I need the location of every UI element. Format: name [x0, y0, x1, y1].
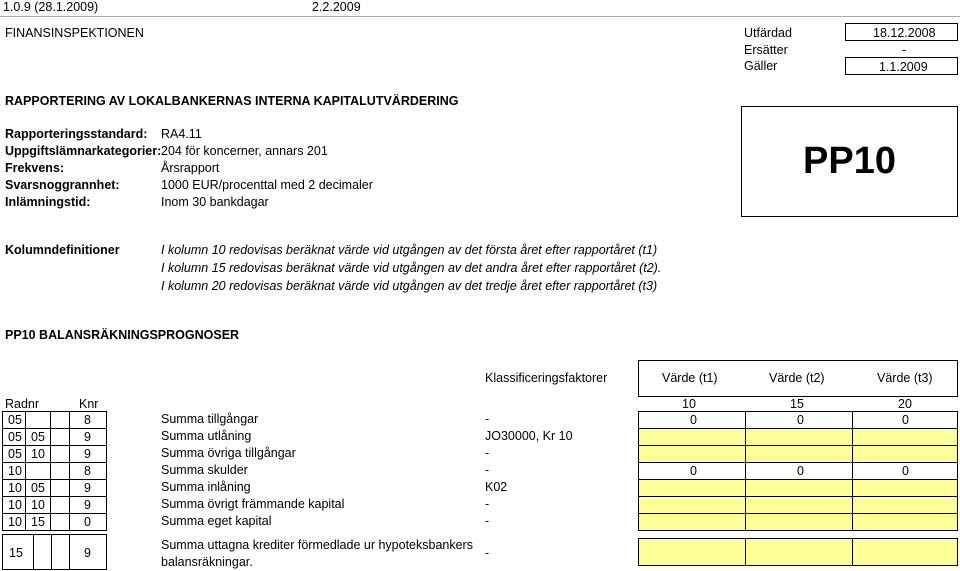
- row-radnr-1: [2, 445, 26, 463]
- row-radnr-2: [25, 513, 51, 531]
- row-label: Summa tillgångar: [161, 412, 259, 426]
- info-value-category: 204 för koncerner, annars 201: [161, 144, 328, 158]
- row-knr: [69, 411, 107, 429]
- valid-box: [845, 57, 958, 75]
- row-label: Summa utlåning: [161, 429, 252, 443]
- row-radnr-3: [50, 462, 70, 480]
- row-knr: [69, 462, 107, 480]
- row-value-t2[interactable]: [745, 445, 853, 463]
- row-value-t3[interactable]: [852, 479, 958, 497]
- row-value-t2: [745, 462, 853, 480]
- row-radnr-3: [50, 411, 70, 429]
- last-row-value-t2[interactable]: [745, 538, 853, 566]
- row-knr: [69, 496, 107, 514]
- row-value-t1[interactable]: [638, 496, 746, 514]
- row-value-text: 0: [797, 464, 804, 478]
- form-code-box: [741, 106, 958, 217]
- row-value-t3[interactable]: [852, 513, 958, 531]
- row-value-t1[interactable]: [638, 428, 746, 446]
- row-radnr-3: [50, 445, 70, 463]
- last-row-label-1: Summa uttagna krediter förmedlade ur hypoteksbankers: [161, 538, 473, 552]
- last-row-knr-box: [69, 534, 107, 570]
- last-row-label-2: balansräkningar.: [161, 555, 253, 569]
- col-header-v3: Värde (t3): [877, 371, 933, 385]
- row-radnr-1: [2, 479, 26, 497]
- column-defs-label: Kolumndefinitioner: [5, 243, 120, 257]
- version-label: 1.0.9 (28.1.2009): [3, 0, 99, 14]
- row-knr: [69, 479, 107, 497]
- row-value-t2[interactable]: [745, 513, 853, 531]
- info-value-deadline: Inom 30 bankdagar: [161, 195, 269, 209]
- row-radnr-3: [50, 513, 70, 531]
- row-knr-text: 8: [84, 413, 91, 427]
- info-value-standard: RA4.11: [161, 127, 202, 141]
- print-date: 2.2.2009: [312, 0, 361, 14]
- valid-value: 1.1.2009: [879, 60, 928, 74]
- row-value-text: 0: [690, 464, 697, 478]
- valid-label: Gäller: [744, 59, 778, 73]
- info-label-standard: Rapporteringsstandard:: [5, 127, 148, 141]
- row-value-t3: [852, 462, 958, 480]
- row-value-t3[interactable]: [852, 445, 958, 463]
- row-knr: [69, 513, 107, 531]
- row-value-t1[interactable]: [638, 445, 746, 463]
- issued-box: [845, 23, 958, 41]
- row-klass: JO30000, Kr 10: [485, 429, 573, 443]
- row-radnr-3: [50, 496, 70, 514]
- row-value-t2[interactable]: [745, 479, 853, 497]
- row-radnr-2: [25, 445, 51, 463]
- last-row-radnr: 15: [9, 546, 23, 560]
- org-name: FINANSINSPEKTIONEN: [5, 26, 144, 40]
- last-row-radnr2-box: [33, 534, 52, 570]
- row-value-t3: [852, 411, 958, 429]
- info-value-frequency: Årsrapport: [161, 161, 220, 175]
- row-radnr-1-text: 10: [8, 515, 22, 529]
- row-label: Summa övriga tillgångar: [161, 446, 296, 460]
- row-radnr-2-text: 15: [31, 515, 45, 529]
- row-value-text: 0: [797, 413, 804, 427]
- last-row-klass: -: [485, 546, 490, 560]
- row-radnr-2-text: 10: [31, 498, 45, 512]
- issued-label: Utfärdad: [744, 26, 792, 40]
- row-value-t2: [745, 411, 853, 429]
- row-knr: [69, 445, 107, 463]
- section-title: PP10 BALANSRÄKNINGSPROGNOSER: [5, 328, 240, 342]
- row-knr: [69, 428, 107, 446]
- row-radnr-3: [50, 479, 70, 497]
- row-label: Summa övrigt främmande kapital: [161, 497, 345, 511]
- last-row-radnr3-box: [51, 534, 70, 570]
- col-header-klass: Klassificeringsfaktorer: [485, 371, 608, 385]
- form-code: PP10: [803, 140, 896, 182]
- row-klass: K02: [485, 480, 508, 494]
- row-label: Summa skulder: [161, 463, 248, 477]
- col-header-radnr: Radnr: [5, 397, 40, 411]
- row-label: Summa inlåning: [161, 480, 251, 494]
- row-knr-text: 0: [84, 515, 91, 529]
- row-value-t1: [638, 411, 746, 429]
- row-value-t3[interactable]: [852, 496, 958, 514]
- row-value-t1: [638, 462, 746, 480]
- replaces-label: Ersätter: [744, 43, 788, 57]
- row-radnr-1-text: 05: [8, 447, 22, 461]
- row-radnr-2-text: 05: [31, 481, 45, 495]
- row-klass: -: [485, 412, 490, 426]
- row-radnr-1: [2, 428, 26, 446]
- row-klass: -: [485, 497, 490, 511]
- row-radnr-1-text: 10: [8, 481, 22, 495]
- row-klass: -: [485, 463, 490, 477]
- col-header-v1: Värde (t1): [662, 371, 718, 385]
- replaces-value: -: [902, 43, 907, 57]
- row-label: Summa eget kapital: [161, 514, 272, 528]
- row-value-t1[interactable]: [638, 479, 746, 497]
- last-row-value-t3[interactable]: [852, 538, 958, 566]
- row-klass: -: [485, 514, 490, 528]
- last-row-value-t1[interactable]: [638, 538, 746, 566]
- row-radnr-2: [25, 479, 51, 497]
- row-radnr-1-text: 05: [8, 413, 22, 427]
- row-value-t3[interactable]: [852, 428, 958, 446]
- row-value-text: 0: [690, 413, 697, 427]
- row-value-text: 0: [902, 464, 909, 478]
- row-radnr-3: [50, 428, 70, 446]
- row-radnr-1: [2, 513, 26, 531]
- row-radnr-1: [2, 462, 26, 480]
- row-value-t2[interactable]: [745, 496, 853, 514]
- info-value-precision: 1000 EUR/procenttal med 2 decimaler: [161, 178, 373, 192]
- row-radnr-2: [25, 462, 51, 480]
- row-value-t1[interactable]: [638, 513, 746, 531]
- row-radnr-2: [25, 411, 51, 429]
- report-title: RAPPORTERING AV LOKALBANKERNAS INTERNA KAPITALUTVÄRDERING: [5, 94, 459, 108]
- row-klass: -: [485, 446, 490, 460]
- row-radnr-2-text: 05: [31, 430, 45, 444]
- row-radnr-1-text: 05: [8, 430, 22, 444]
- row-value-t2[interactable]: [745, 428, 853, 446]
- row-radnr-2-text: 10: [31, 447, 45, 461]
- info-label-deadline: Inlämningstid:: [5, 195, 91, 209]
- header-divider: [0, 16, 960, 17]
- last-row-knr: 9: [84, 546, 91, 560]
- info-label-category: Uppgiftslämnarkategorier:: [5, 144, 162, 158]
- row-radnr-1: [2, 496, 26, 514]
- last-row-radnr-box: [2, 534, 34, 570]
- row-radnr-1: [2, 411, 26, 429]
- col-num-15: 15: [790, 397, 804, 411]
- col-num-10: 10: [682, 397, 696, 411]
- issued-value: 18.12.2008: [873, 26, 936, 40]
- info-label-precision: Svarsnoggrannhet:: [5, 178, 120, 192]
- column-def-line: I kolumn 20 redovisas beräknat värde vid utgången av det tredje året efter rapportåret (t3): [161, 279, 658, 293]
- info-label-frequency: Frekvens:: [5, 161, 65, 175]
- row-radnr-1-text: 10: [8, 498, 22, 512]
- col-num-20: 20: [898, 397, 912, 411]
- row-radnr-2: [25, 428, 51, 446]
- value-header-box: [638, 360, 958, 397]
- col-header-knr: Knr: [79, 397, 99, 411]
- row-knr-text: 8: [84, 464, 91, 478]
- col-header-v2: Värde (t2): [769, 371, 825, 385]
- row-knr-text: 9: [84, 481, 91, 495]
- row-knr-text: 9: [84, 498, 91, 512]
- row-radnr-2: [25, 496, 51, 514]
- column-def-line: I kolumn 10 redovisas beräknat värde vid utgången av det första året efter rapportåret (t1): [161, 243, 658, 257]
- row-value-text: 0: [902, 413, 909, 427]
- row-radnr-1-text: 10: [8, 464, 22, 478]
- row-knr-text: 9: [84, 447, 91, 461]
- row-knr-text: 9: [84, 430, 91, 444]
- column-def-line: I kolumn 15 redovisas beräknat värde vid utgången av det andra året efter rapportåret (t2).: [161, 261, 662, 275]
